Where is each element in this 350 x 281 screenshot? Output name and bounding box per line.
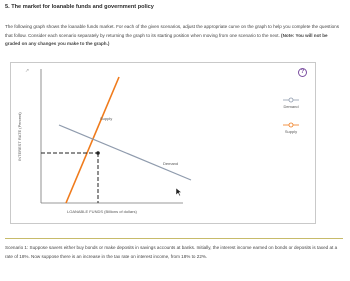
- equilibrium-point[interactable]: [96, 151, 100, 155]
- legend-supply-tool[interactable]: [277, 122, 305, 134]
- instructions-text: The following graph shows the loanable funds market. For each of the given scenarios, adjust the appropriate curve on the graph to help you complete the questions that follow. Consider each scenario separately by returning the graph to its starting position when moving from one scenario to the next.: [5, 24, 340, 38]
- section-title: 5. The market for loanable funds and government policy: [5, 4, 154, 10]
- demand-curve-label: Demand: [163, 161, 179, 166]
- supply-tool-icon: [283, 122, 299, 128]
- section-divider: [5, 238, 343, 239]
- graph-panel: [10, 62, 316, 224]
- instructions: [5, 23, 343, 49]
- instructions-note: (Note: You will not be graded on any changes you make to the graph.): [5, 32, 328, 47]
- mouse-pointer-icon: [175, 187, 182, 197]
- supply-curve[interactable]: [66, 77, 119, 203]
- demand-tool-icon: [283, 97, 299, 103]
- question-mark-icon: ?: [300, 69, 305, 75]
- y-axis-label: INTEREST RATE (Percent): [17, 112, 22, 161]
- scenario-text: Scenario 1: Suppose savers either buy bonds or make deposits in savings accounts at banks. Initially, the interest income earned on bonds or deposits is taxed at a rate of 18%. Now suppose there is an increase in the tax rate on interest income, from 18% to 22%.: [5, 245, 338, 259]
- legend-supply-label: Supply: [284, 129, 298, 134]
- legend-demand-label: Demand: [283, 104, 299, 109]
- expand-arrow-icon: ↗: [25, 68, 30, 74]
- loanable-funds-graph: [11, 63, 317, 225]
- x-axis-label: LOANABLE FUNDS (Billions of dollars): [67, 209, 137, 214]
- supply-curve-label: Supply: [100, 116, 113, 121]
- legend-demand-tool[interactable]: [277, 97, 305, 109]
